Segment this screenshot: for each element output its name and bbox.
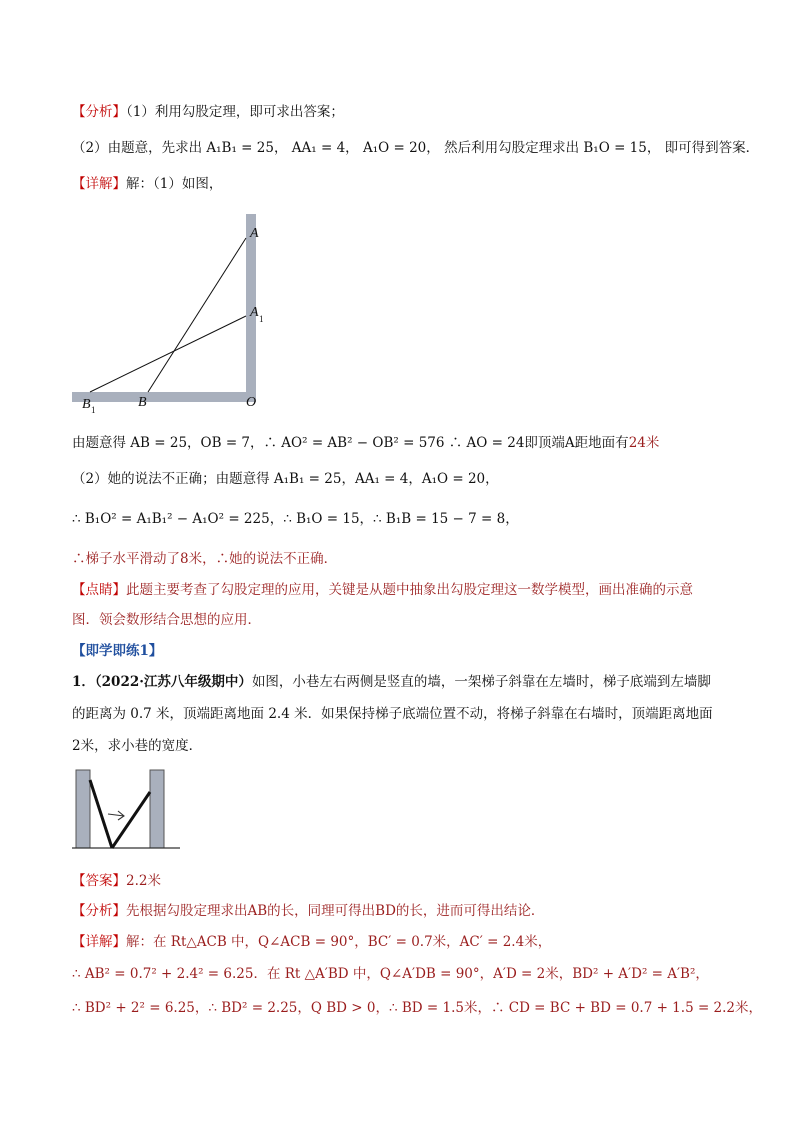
problem-line2: 的距离为 0.7 米，顶端距离地面 2.4 米．如果保持梯子底端位置不动，将梯子斜靠在右墙时，顶端距离地面 bbox=[72, 706, 713, 722]
detail-text: 解：（1）如图， bbox=[126, 176, 223, 192]
label-a1: A bbox=[250, 305, 259, 320]
detail2-line-2 bbox=[72, 964, 709, 984]
analysis2-eq3: A₁O = 20， bbox=[362, 140, 440, 156]
solve2-text: （2）她的说法不正确；由题意得 A₁B₁ = 25，AA₁ = 4，A₁O = 20， bbox=[72, 471, 499, 487]
problem-line-1 bbox=[72, 672, 711, 692]
label-a1-sub: 1 bbox=[259, 314, 264, 324]
ground bbox=[72, 392, 256, 402]
analysis2-prefix: （2）由题意，先求出 bbox=[72, 140, 203, 156]
practice-title-text: 【即学即练1】 bbox=[72, 643, 163, 659]
right-wall bbox=[150, 770, 164, 848]
solve-line-1 bbox=[72, 433, 659, 453]
label-b: B bbox=[138, 395, 147, 410]
solve-line-4 bbox=[72, 549, 337, 569]
detail2-line2: ∴ AB² = 0.7² + 2.4² = 6.25．在 Rt △A′BD 中，Q∠A′DB = 90°，A′D = 2米，BD² + A′D² = A′B²， bbox=[72, 966, 709, 982]
solve1-answer: 24米 bbox=[628, 435, 660, 451]
solve1-text: 由题意得 AB = 25，OB = 7，∴ AO² = AB² − OB² = 576 ∴ AO = 24即顶端A距地面有 bbox=[72, 435, 629, 451]
ladder-a1b1 bbox=[90, 316, 246, 392]
comment-line-1 bbox=[72, 580, 693, 600]
comment-line1: 此题主要考查了勾股定理的应用，关键是从题中抽象出勾股定理这一数学模型，画出准确的示意 bbox=[126, 582, 693, 598]
solve4-text: ∴梯子水平滑动了8米，∴她的说法不正确． bbox=[72, 551, 338, 567]
detail2-tag: 【详解】 bbox=[72, 934, 126, 950]
label-b1-sub: 1 bbox=[91, 405, 96, 415]
analysis2-eq2: AA₁ = 4， bbox=[291, 140, 359, 156]
ladder-ab bbox=[148, 238, 246, 392]
left-wall bbox=[76, 770, 90, 848]
label-b1: B bbox=[82, 397, 91, 412]
analysis-tag: 【分析】 bbox=[72, 104, 126, 120]
problem-line1: 如图，小巷左右两侧是竖直的墙，一架梯子斜靠在左墙时，梯子底端到左墙脚 bbox=[251, 674, 711, 690]
problem-source: （2022·江苏八年级期中） bbox=[94, 674, 252, 690]
label-o: O bbox=[246, 395, 257, 410]
problem-line3: 2米，求小巷的宽度． bbox=[72, 738, 203, 754]
detail2-line3: ∴ BD² + 2² = 6.25，∴ BD² = 2.25，Q BD > 0，∴ BD = 1.5米，∴ CD = BC + BD = 0.7 + 1.5 = 2.2米， bbox=[72, 1000, 763, 1016]
comment-tag: 【点睛】 bbox=[72, 582, 126, 598]
answer-value: 2.2米 bbox=[126, 873, 161, 889]
analysis-line-2 bbox=[72, 138, 759, 158]
problem-num: 1． bbox=[72, 674, 95, 690]
problem-line-3 bbox=[72, 736, 202, 756]
arrow-icon bbox=[108, 811, 124, 820]
solve3-text: ∴ B₁O² = A₁B₁² − A₁O² = 225，∴ B₁O = 15，∴ B₁B = 15 − 7 = 8， bbox=[72, 511, 519, 527]
analysis3-tag: 【分析】 bbox=[72, 903, 126, 919]
analysis2-mid: 然后利用勾股定理求出 bbox=[444, 140, 580, 156]
solve-line-2 bbox=[72, 469, 499, 489]
ladder-right bbox=[112, 792, 150, 848]
comment-line-2 bbox=[72, 610, 261, 630]
alley-figure bbox=[70, 766, 182, 852]
analysis2-eq4: B₁O = 15， bbox=[583, 140, 661, 156]
detail2-line-1 bbox=[72, 932, 551, 952]
analysis3-line bbox=[72, 901, 544, 921]
solve-line-3 bbox=[72, 509, 519, 529]
analysis3-text: 先根据勾股定理求出AB的长，同理可得出BD的长，进而可得出结论． bbox=[126, 903, 545, 919]
analysis2-eq1: A₁B₁ = 25， bbox=[206, 140, 288, 156]
label-a: A bbox=[250, 226, 259, 241]
problem-line-2 bbox=[72, 704, 713, 724]
answer-tag: 【答案】 bbox=[72, 873, 126, 889]
practice-title bbox=[72, 641, 162, 661]
analysis-text: （1）利用勾股定理，即可求出答案； bbox=[126, 104, 344, 120]
analysis2-suffix: 即可得到答案． bbox=[664, 140, 760, 156]
comment-line2: 图．领会数形结合思想的应用． bbox=[72, 612, 261, 628]
detail2-line-3 bbox=[72, 998, 762, 1018]
ladder-figure bbox=[70, 210, 270, 422]
detail2-line1: 解：在 Rt△ACB 中，Q∠ACB = 90°，BC′ = 0.7米，AC′ = 2.4米， bbox=[126, 934, 552, 950]
analysis-line-1 bbox=[72, 102, 344, 122]
answer-line bbox=[72, 871, 161, 891]
detail-line-1 bbox=[72, 174, 222, 194]
detail-tag: 【详解】 bbox=[72, 176, 126, 192]
